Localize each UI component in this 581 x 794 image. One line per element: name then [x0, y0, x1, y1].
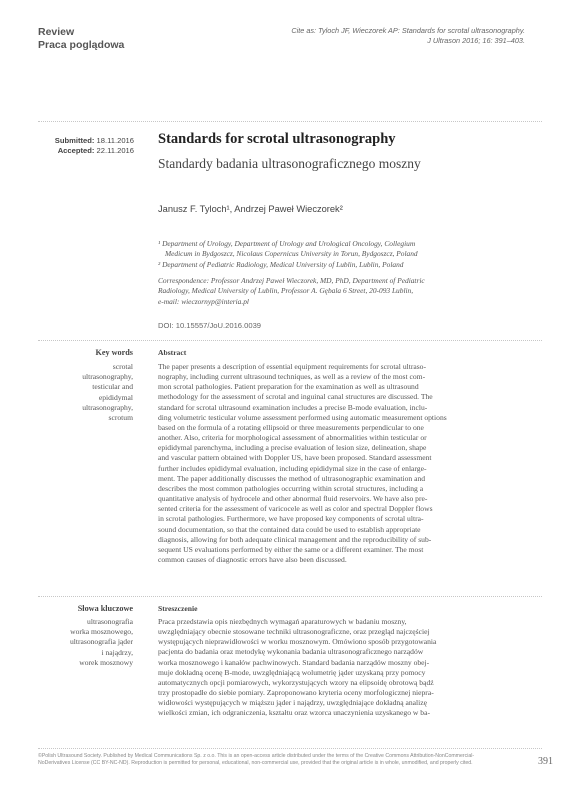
correspondence-line-2: Radiology, Medical University of Lublin, Professor A. Gębala 6 Street, 20-093 Lublin,	[158, 286, 414, 296]
abstract-body	[158, 362, 530, 565]
keyword-line: testicular and	[92, 382, 133, 392]
abstract-line: common causes of diagnostic errors have also been discussed.	[158, 554, 347, 564]
citation-line-1: Cite as: Tyloch JF, Wieczorek AP: Standards for scrotal ultrasonography.	[291, 26, 525, 35]
keyword-line: scrotal	[112, 362, 133, 371]
footer-divider	[38, 748, 542, 749]
keywords-pl-list	[38, 617, 133, 668]
affiliations	[158, 239, 530, 270]
abstract-line: epididymal parenchyma, including a precise evaluation of lesion size, delineation, shape	[158, 443, 427, 453]
keyword-pl-line: ultrasonografia jąder	[69, 637, 133, 647]
abstract-line: mon scrotal pathologies. Patient preparation for the examination as well as ultrasound	[158, 382, 419, 392]
abstract-line: quantitative analysis of hydrocele and other abnormal fluid reservoirs. We have also pre-	[158, 494, 428, 504]
citation	[225, 26, 525, 46]
affiliation-1a: ¹ Department of Urology, Department of Urology and Urological Oncology, Collegium	[158, 239, 416, 248]
abstract-heading: Abstract	[158, 348, 187, 357]
abstract-line: ding volumetric testicular volume assessment performed using automatic measurement options	[158, 412, 447, 422]
streszczenie-line: muje dokładną ocenę B-mode, uwzględniającą wolumetrię jąder uzyskaną przy pomocy	[158, 667, 426, 677]
keyword-line: ultrasonography,	[82, 372, 133, 382]
streszczenie-line: uwzględniający obecnie stosowane techniki ultrasonograficzne, oraz przegląd najczęściej	[158, 627, 430, 637]
affiliation-2: ² Department of Pediatric Radiology, Medical University of Lublin, Lublin, Poland	[158, 259, 404, 269]
keyword-pl-line: worek mosznowy	[79, 657, 133, 667]
streszczenie-line: worka mosznowego i kanałów pachwinowych. Standard badania narządów moszny obej-	[158, 657, 430, 667]
submitted-value: 18.11.2016	[96, 136, 134, 145]
page-number: 391	[538, 756, 553, 767]
abstract-line: methodology for the assessment of scrotal and inguinal canal structures are discussed. The	[158, 392, 433, 402]
abstract-line: and vascular pattern obtained with Doppler US, have been proposed. Standard assessment	[158, 453, 432, 463]
streszczenie-line: widłowości występujących w miąższu jąder i najądrzy, uwzględniające dokładną analizę	[158, 698, 427, 708]
doi[interactable]: DOI: 10.15557/JoU.2016.0039	[158, 321, 262, 330]
license-line-2: NoDerivatives License (CC BY-NC-ND). Reproduction is permitted for personal, educational, non-commercial use, provided that the original article is in whole, unmodified, and properly cited.	[38, 760, 473, 767]
abstract-line: in scrotal pathologies. Furthermore, we have proposed key components of scrotal ultra-	[158, 514, 424, 524]
abstract-divider	[38, 340, 542, 341]
abstract-line: based on the formula of a rotating ellipsoid or three measurements perpendicular to one	[158, 422, 424, 432]
abstract-line: ment. The paper additionally discusses the method of ultrasonographic examination and	[158, 473, 426, 483]
keyword-pl-line: worka mosznowego,	[70, 627, 133, 637]
correspondence-email[interactable]: e-mail: wieczornyp@interia.pl	[158, 296, 249, 306]
correspondence-line-1: Correspondence: Professor Andrzej Paweł Wieczorek, MD, PhD, Department of Pediatric	[158, 276, 425, 285]
abstract-line: nography, including current ultrasound techniques, as well as a review of the most com-	[158, 372, 426, 382]
section-label	[38, 26, 124, 52]
abstract-line: sequent US evaluations performed by either the same or a different examiner. The most	[158, 544, 424, 554]
abstract-line: describes the most common pathologies occurring within scrotal structures, including a	[158, 483, 424, 493]
accepted-label: Accepted:	[57, 146, 95, 155]
streszczenie-divider	[38, 596, 542, 597]
submitted-line	[38, 136, 134, 146]
citation-line-2: J Ultrason 2016; 16: 391–403.	[427, 36, 525, 45]
correspondence	[158, 276, 530, 307]
license-footer	[38, 753, 528, 767]
submitted-label: Submitted:	[54, 136, 95, 145]
accepted-line	[38, 146, 134, 156]
accepted-value: 22.11.2016	[96, 146, 134, 155]
header-divider	[38, 121, 542, 122]
keyword-line: epididymal	[98, 392, 133, 402]
abstract-line: diagnosis, allowing for both adequate clinical management and the reproducibility of sub-	[158, 534, 432, 544]
streszczenie-line: Praca przedstawia opis niezbędnych wymagań aparaturowych w badaniu moszny,	[158, 617, 407, 626]
streszczenie-line: wielkości zmian, ich odgraniczenia, kształtu oraz wzorca unaczynienia uzyskanego w ba-	[158, 708, 430, 718]
keywords-heading: Key words	[95, 348, 133, 357]
abstract-line: sented criteria for the assessment of varicocele as well as color and spectral Doppler flows	[158, 504, 433, 514]
streszczenie-line: pacjenta do badania oraz metodykę wykonania badania ultrasonograficznego narządów	[158, 647, 424, 657]
license-line-1: ©Polish Ultrasound Society. Published by Medical Communications Sp. z o.o. This is an open-access article distributed under the terms of the Creative Commons Attribution-NonCommercial-	[38, 753, 475, 759]
article-title: Standards for scrotal ultrasonography	[158, 131, 396, 147]
streszczenie-body	[158, 617, 530, 719]
keyword-line: scrotum	[108, 413, 133, 423]
section-label-en: Review	[38, 26, 75, 38]
submission-dates	[38, 136, 134, 156]
abstract-line: standard for scrotal ultrasound examination includes a precise B-mode evaluation, inclu-	[158, 402, 428, 412]
keyword-pl-line: i najądrzy,	[101, 647, 133, 657]
authors: Janusz F. Tyloch¹, Andrzej Paweł Wieczorek²	[158, 204, 343, 214]
article-subtitle: Standardy badania ultrasonograficznego moszny	[158, 156, 421, 171]
streszczenie-line: automatycznych opcji pomiarowych, wykorzystujących wzory na elipsoidę obrotową bądź	[158, 677, 434, 687]
streszczenie-line: występujących nieprawidłowości w worku mosznowym. Omówiono sposób przygotowania	[158, 637, 437, 647]
keyword-pl-line: ultrasonografia	[87, 617, 133, 626]
keywords-list	[38, 362, 133, 423]
abstract-line: another. Also, criteria for morphological assessment of abnormalities within testicular or	[158, 433, 427, 443]
abstract-line: further includes epididymal evaluation, including epididymal size in the case of enlarge-	[158, 463, 427, 473]
section-label-pl: Praca poglądowa	[38, 39, 125, 51]
streszczenie-line: trzy prostopadłe do siebie pomiary. Zaproponowano kryteria oceny morfologicznej niepra-	[158, 688, 434, 698]
keywords-pl-heading: Słowa kluczowe	[77, 604, 133, 613]
affiliation-1b: Medicum in Bydgoszcz, Nicolaus Copernicus University in Torun, Bydgoszcz, Poland	[165, 249, 418, 259]
keyword-line: ultrasonography,	[82, 402, 133, 412]
abstract-line: sound documentation, so that the contained data could be used to establish appropriate	[158, 524, 421, 534]
abstract-line: The paper presents a description of essential equipment requirements for scrotal ultraso-	[158, 362, 427, 371]
streszczenie-heading: Streszczenie	[158, 604, 198, 613]
